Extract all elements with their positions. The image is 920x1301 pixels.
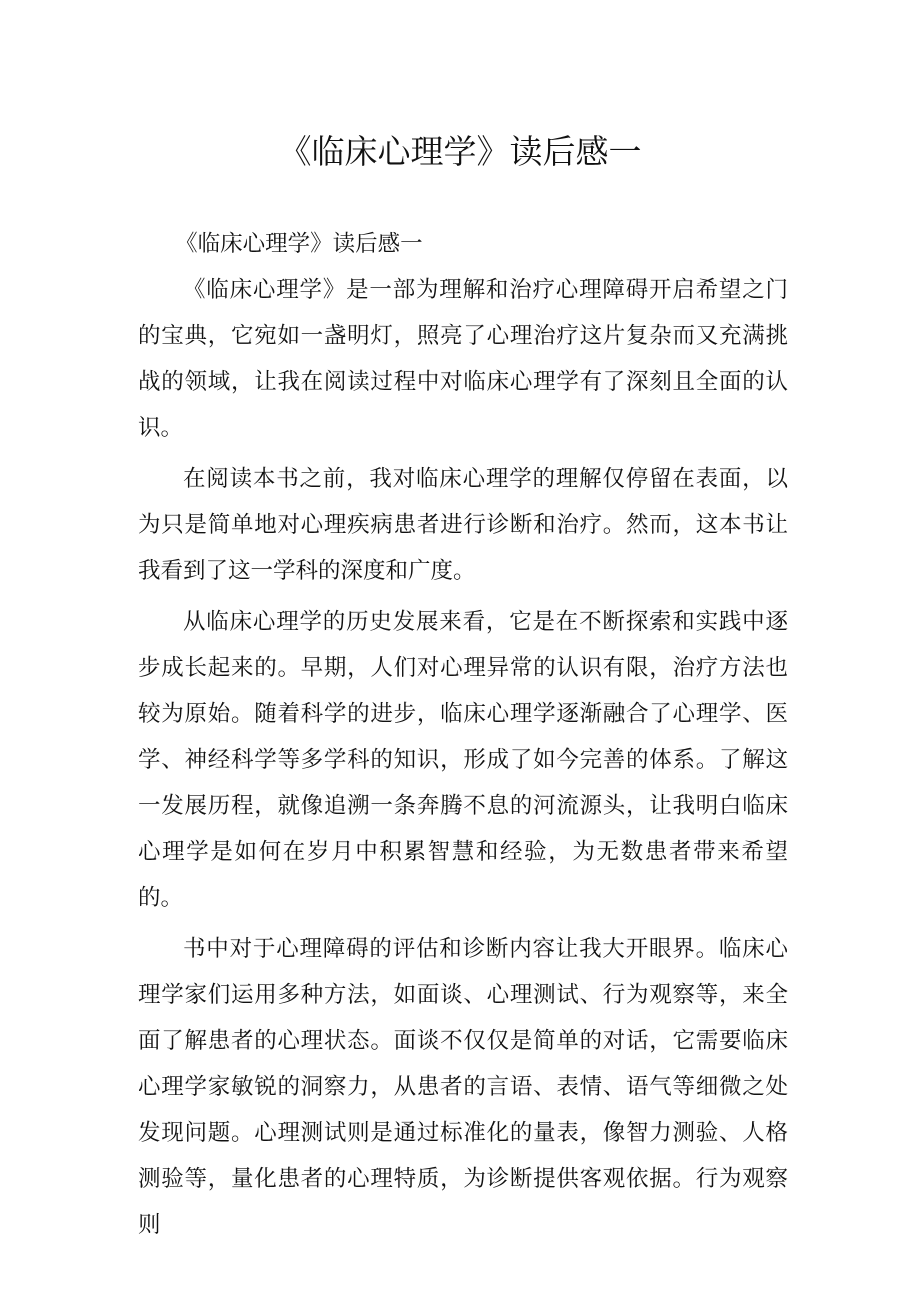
document-body	[138, 221, 788, 1248]
paragraph-3: 从临床心理学的历史发展来看，它是在不断探索和实践中逐步成长起来的。早期，人们对心理异常的认识有限，治疗方法也较为原始。随着科学的进步，临床心理学逐渐融合了心理学、医学、神经科学等多学科的知识，形成了如今完善的体系。了解这一发展历程，就像追溯一条奔腾不息的河流源头，让我明白临床心理学是如何在岁月中积累智慧和经验，为无数患者带来希望的。	[138, 609, 788, 911]
document-subtitle: 《临床心理学》读后感一	[175, 231, 423, 257]
paragraph-1: 《临床心理学》是一部为理解和治疗心理障碍开启希望之门的宝典，它宛如一盏明灯，照亮了心理治疗这片复杂而又充满挑战的领域，让我在阅读过程中对临床心理学有了深刻且全面的认识。	[138, 277, 788, 441]
paragraph-2: 在阅读本书之前，我对临床心理学的理解仅停留在表面，以为只是简单地对心理疾病患者进行诊断和治疗。然而，这本书让我看到了这一学科的深度和广度。	[138, 466, 788, 584]
paragraph-4: 书中对于心理障碍的评估和诊断内容让我大开眼界。临床心理学家们运用多种方法，如面谈、心理测试、行为观察等，来全面了解患者的心理状态。面谈不仅仅是简单的对话，它需要临床心理学家敏锐的洞察力，从患者的言语、表情、语气等细微之处发现问题。心理测试则是通过标准化的量表，像智力测验、人格测验等，量化患者的心理特质，为诊断提供客观依据。行为观察则	[138, 936, 788, 1238]
document-title: 《临床心理学》读后感一	[278, 132, 642, 171]
